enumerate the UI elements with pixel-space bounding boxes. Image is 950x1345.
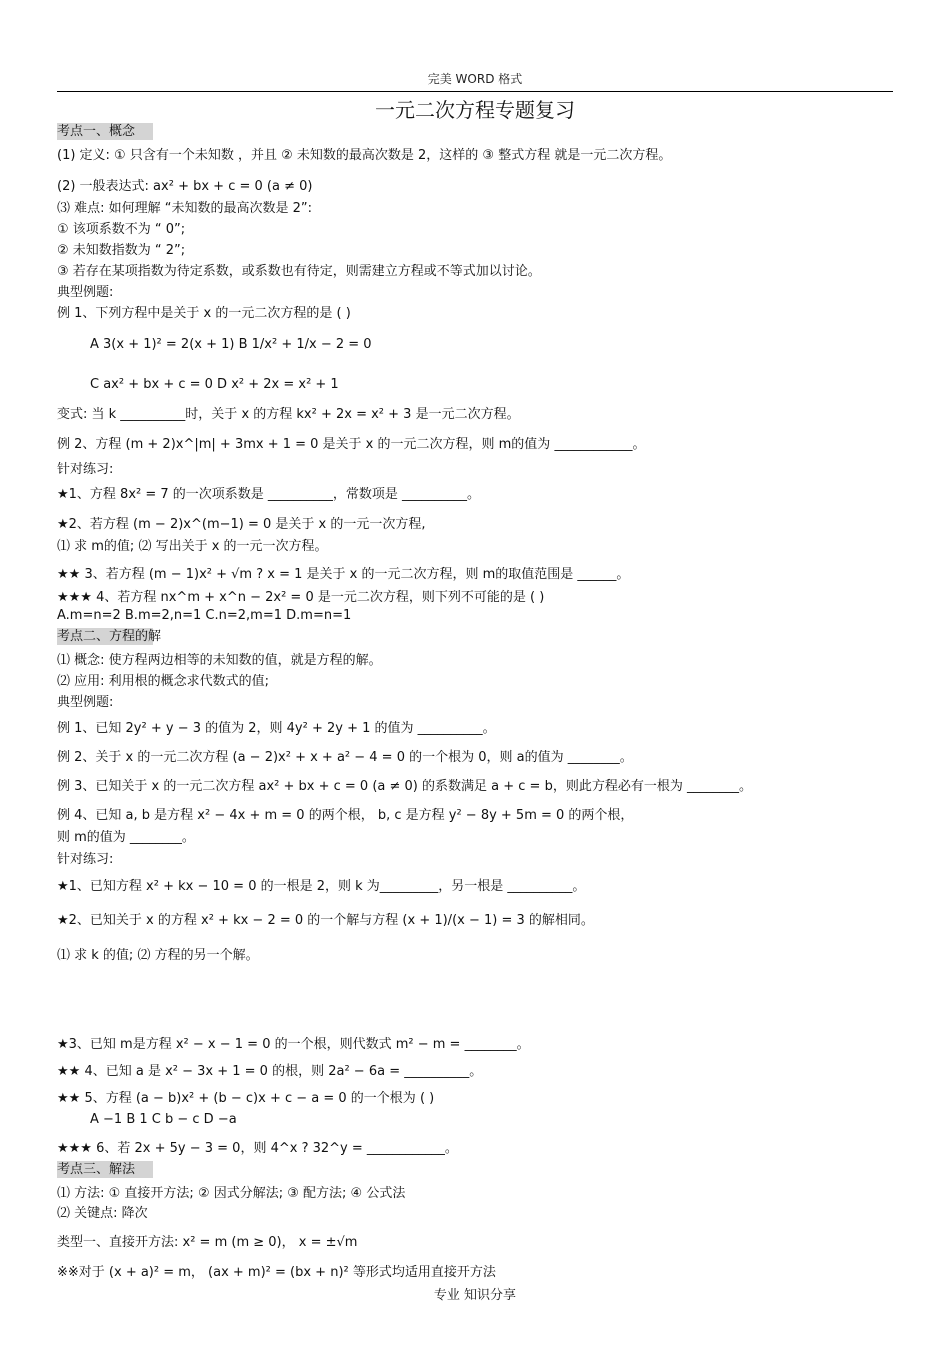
text-line: 例 1、已知 2y² + y − 3 的值为 2，则 4y² + 2y + 1 的值为 __________。 xyxy=(57,721,496,736)
text-line: 针对练习: xyxy=(57,462,114,477)
text-line: ⑴ 求 k 的值; ⑵ 方程的另一个解。 xyxy=(57,948,259,963)
text-line: ⑴ 求 m的值; ⑵ 写出关于 x 的一元一次方程。 xyxy=(57,539,328,554)
text-line: ★★★ 6、若 2x + 5y − 3 = 0，则 4^x ? 32^y = ____________。 xyxy=(57,1141,458,1156)
page-header: 完美 WORD 格式 xyxy=(427,72,523,86)
text-line: 例 2、关于 x 的一元二次方程 (a − 2)x² + x + a² − 4 = 0 的一个根为 0，则 a的值为 ________。 xyxy=(57,750,633,765)
document-title: 一元二次方程专题复习 xyxy=(375,98,575,122)
text-line: 例 1、下列方程中是关于 x 的一元二次方程的是 ( ) xyxy=(57,306,351,321)
text-line: ⑶ 难点: 如何理解 “未知数的最高次数是 2”: xyxy=(57,201,313,216)
text-line: 针对练习: xyxy=(57,852,114,867)
text-line: A 3(x + 1)² = 2(x + 1) B 1/x² + 1/x − 2 = 0 xyxy=(90,337,372,352)
text-line: (2) 一般表达式: ax² + bx + c = 0 (a ≠ 0) xyxy=(57,179,313,194)
text-line: 例 4、已知 a, b 是方程 x² − 4x + m = 0 的两个根， b, c 是方程 y² − 8y + 5m = 0 的两个根， xyxy=(57,808,634,823)
text-line: 则 m的值为 ________。 xyxy=(57,830,195,845)
text-line: ★2、已知关于 x 的方程 x² + kx − 2 = 0 的一个解与方程 (x + 1)/(x − 1) = 3 的解相同。 xyxy=(57,913,594,928)
text-line: A.m=n=2 B.m=2,n=1 C.n=2,m=1 D.m=n=1 xyxy=(57,608,352,623)
text-line: C ax² + bx + c = 0 D x² + 2x = x² + 1 xyxy=(90,377,339,392)
text-line: ⑴ 方法: ① 直接开方法; ② 因式分解法; ③ 配方法; ④ 公式法 xyxy=(57,1186,406,1201)
text-line: ★2、若方程 (m − 2)x^(m−1) = 0 是关于 x 的一元一次方程, xyxy=(57,517,426,532)
text-line: ② 未知数指数为 “ 2”; xyxy=(57,243,186,258)
text-line: ★1、已知方程 x² + kx − 10 = 0 的一根是 2，则 k 为_________，另一根是 __________。 xyxy=(57,879,586,894)
section-heading: 考点三、解法 xyxy=(57,1161,153,1178)
section-heading: 考点一、概念 xyxy=(57,123,153,140)
text-line: 例 3、已知关于 x 的一元二次方程 ax² + bx + c = 0 (a ≠ 0) 的系数满足 a + c = b，则此方程必有一根为 ________。 xyxy=(57,779,752,794)
text-line: ⑴ 概念: 使方程两边相等的未知数的值，就是方程的解。 xyxy=(57,653,382,668)
text-line: 类型一、直接开方法: x² = m (m ≥ 0)， x = ±√m xyxy=(57,1235,358,1250)
text-line: ★1、方程 8x² = 7 的一次项系数是 __________，常数项是 __________。 xyxy=(57,487,481,502)
text-line: (1) 定义: ① 只含有一个未知数 ，并且 ② 未知数的最高次数是 2，这样的 ③ 整式方程 就是一元二次方程。 xyxy=(57,148,672,163)
text-line: 变式: 当 k __________时，关于 x 的方程 kx² + 2x = x² + 3 是一元二次方程。 xyxy=(57,407,520,422)
page-footer: 专业 知识分享 xyxy=(433,1288,517,1303)
text-line: 典型例题: xyxy=(57,695,114,710)
text-line: ③ 若存在某项指数为待定系数，或系数也有待定，则需建立方程或不等式加以讨论。 xyxy=(57,264,541,279)
text-line: 例 2、方程 (m + 2)x^|m| + 3mx + 1 = 0 是关于 x 的一元二次方程，则 m的值为 ____________。 xyxy=(57,437,646,452)
text-line: ★3、已知 m是方程 x² − x − 1 = 0 的一个根，则代数式 m² − m = ________。 xyxy=(57,1037,530,1052)
text-line: ※※对于 (x + a)² = m， (ax + m)² = (bx + n)² 等形式均适用直接开方法 xyxy=(57,1265,496,1280)
text-line: 典型例题: xyxy=(57,285,114,300)
text-line: ⑵ 应用: 利用根的概念求代数式的值; xyxy=(57,674,270,689)
text-line: ⑵ 关键点: 降次 xyxy=(57,1206,148,1221)
text-line: ★★ 4、已知 a 是 x² − 3x + 1 = 0 的根，则 2a² − 6a = __________。 xyxy=(57,1064,483,1079)
text-line: ① 该项系数不为 “ 0”; xyxy=(57,222,186,237)
text-line: A −1 B 1 C b − c D −a xyxy=(90,1112,237,1127)
section-heading: 考点二、方程的解 xyxy=(57,629,162,644)
text-line: ★★ 5、方程 (a − b)x² + (b − c)x + c − a = 0 的一个根为 ( ) xyxy=(57,1091,435,1106)
text-line: ★★ 3、若方程 (m − 1)x² + √m ? x = 1 是关于 x 的一元二次方程，则 m的取值范围是 ______。 xyxy=(57,567,630,582)
header-rule xyxy=(57,91,893,92)
text-line: ★★★ 4、若方程 nx^m + x^n − 2x² = 0 是一元二次方程，则下列不可能的是 ( ) xyxy=(57,590,545,605)
